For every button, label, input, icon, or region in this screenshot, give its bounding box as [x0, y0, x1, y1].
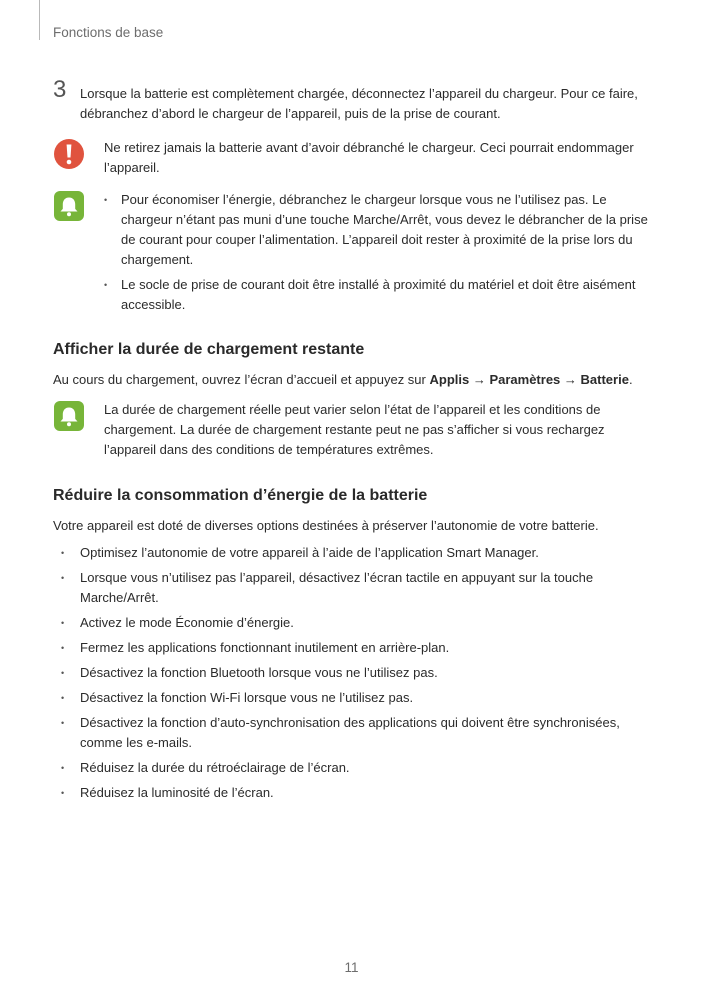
list-item: • Réduisez la luminosité de l’écran.: [53, 783, 653, 803]
paragraph-prefix: Au cours du chargement, ouvrez l’écran d’accueil et appuyez sur: [53, 372, 430, 387]
step-number: 3: [53, 76, 67, 103]
section-header: Fonctions de base: [53, 25, 164, 40]
bell-icon: [53, 400, 85, 432]
list-item: • Activez le mode Économie d’énergie.: [53, 613, 653, 633]
step-text: Lorsque la batterie est complètement chargée, déconnectez l’appareil du chargeur. Pour ce faire, débranchez d’abord le chargeur de l’appareil, puis de la prise de courant.: [80, 86, 638, 121]
page-number: 11: [344, 960, 359, 975]
warning-exclamation-icon: [53, 138, 85, 170]
list-item: • Le socle de prise de courant doit être installé à proximité du matériel et doit être aisément accessible.: [104, 275, 653, 315]
warning-text: Ne retirez jamais la batterie avant d’avoir débranché le chargeur. Ceci pourrait endommager l’appareil.: [104, 140, 634, 175]
list-item: • Pour économiser l’énergie, débranchez le chargeur lorsque vous ne l’utilisez pas. Le chargeur n’étant pas muni d’une touche Marche/Arrêt, vous devez le débrancher de la prise de courant pour couper l’alimentation. L’appareil doit rester à proximité de la prise lors du chargement.: [104, 190, 653, 270]
info-note-1-list: [104, 190, 653, 320]
path-applis: Applis: [429, 372, 470, 387]
path-arrow: →: [560, 372, 581, 387]
list-item: • Lorsque vous n’utilisez pas l’appareil, désactivez l’écran tactile en appuyant sur la touche Marche/Arrêt.: [53, 568, 653, 608]
list-item: • Fermez les applications fonctionnant inutilement en arrière-plan.: [53, 638, 653, 658]
list-item: • Réduisez la durée du rétroéclairage de l’écran.: [53, 758, 653, 778]
info-note-2-text: La durée de chargement réelle peut varier selon l’état de l’appareil et les conditions de chargement. La durée de chargement restante peut ne pas s’afficher si vous rechargez l’appareil dans des conditions de températures extrêmes.: [104, 402, 605, 457]
section-title-charging-time: Afficher la durée de chargement restante: [53, 341, 365, 358]
battery-saving-intro: Votre appareil est doté de diverses options destinées à préserver l’autonomie de votre batterie.: [53, 518, 599, 533]
section-title-battery-saving: Réduire la consommation d’énergie de la batterie: [53, 487, 428, 504]
path-parametres: Paramètres: [489, 372, 561, 387]
battery-saving-list: [53, 543, 653, 808]
bell-icon: [53, 190, 85, 222]
list-item: • Optimisez l’autonomie de votre appareil à l’aide de l’application Smart Manager.: [53, 543, 653, 563]
path-batterie: Batterie: [580, 372, 629, 387]
list-item: • Désactivez la fonction Wi-Fi lorsque vous ne l’utilisez pas.: [53, 688, 653, 708]
header-divider: [39, 0, 40, 40]
paragraph-suffix: .: [628, 372, 633, 387]
charging-time-paragraph: [53, 370, 653, 390]
path-arrow: →: [469, 372, 490, 387]
list-item: • Désactivez la fonction d’auto-synchronisation des applications qui doivent être synchronisées, comme les e-mails.: [53, 713, 653, 753]
list-item: • Désactivez la fonction Bluetooth lorsque vous ne l’utilisez pas.: [53, 663, 653, 683]
